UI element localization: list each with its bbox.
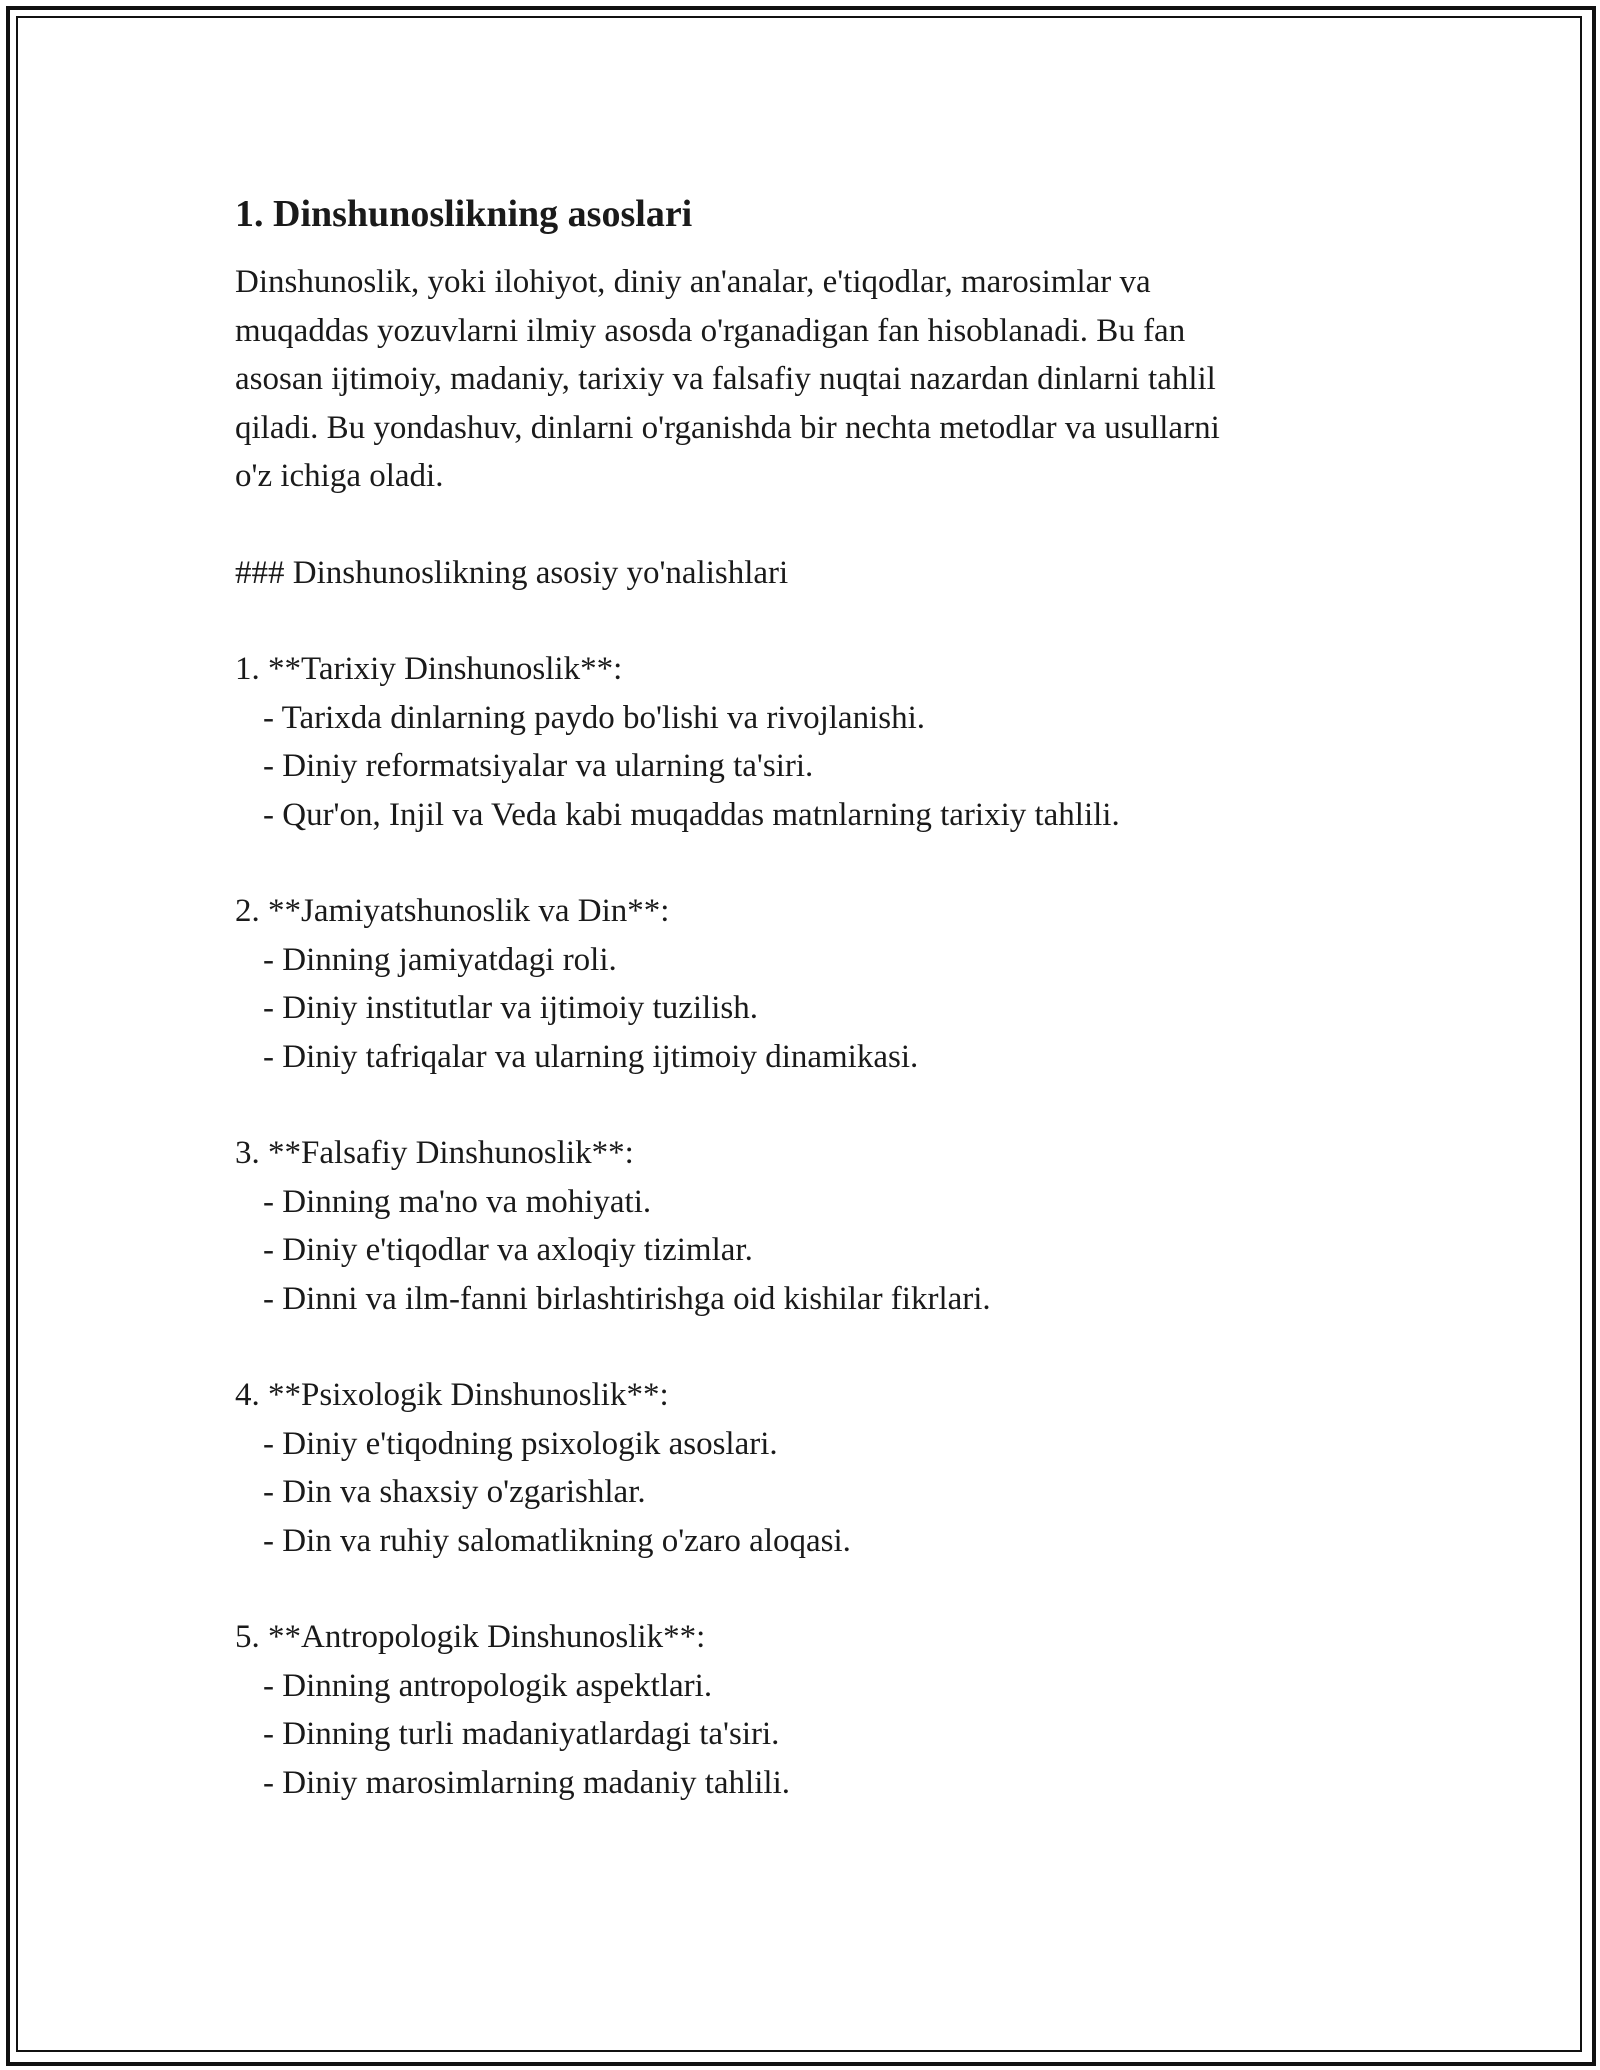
section-title: 3. **Falsafiy Dinshunoslik**: — [235, 1135, 634, 1171]
document-body — [235, 182, 1375, 1807]
section-psixologik — [235, 1371, 1375, 1565]
intro-line: muqaddas yozuvlarni ilmiy asosda o'rganadigan fan hisoblanadi. Bu fan — [235, 312, 1186, 349]
page-title: 1. Dinshunoslikning asoslari — [235, 193, 693, 235]
intro-line: o'z ichiga oladi. — [235, 458, 444, 494]
list-item: - Diniy e'tiqodlar va axloqiy tizimlar. — [263, 1232, 753, 1268]
list-item: - Dinning antropologik aspektlari. — [263, 1667, 713, 1704]
list-item: - Dinning turli madaniyatlardagi ta'siri. — [263, 1716, 780, 1752]
intro-line: asosan ijtimoiy, madaniy, tarixiy va falsafiy nuqtai nazardan dinlarni tahlil — [235, 361, 1216, 397]
section-heading: ### Dinshunoslikning asosiy yo'nalishlari — [235, 554, 789, 591]
list-item: - Diniy institutlar va ijtimoiy tuzilish. — [263, 990, 758, 1026]
list-item: - Diniy tafriqalar va ularning ijtimoiy dinamikasi. — [263, 1038, 919, 1075]
list-item: - Dinni va ilm-fanni birlashtirishga oid kishilar fikrlari. — [263, 1280, 991, 1317]
section-title: 5. **Antropologik Dinshunoslik**: — [235, 1619, 706, 1655]
list-item: - Diniy marosimlarning madaniy tahlili. — [263, 1764, 790, 1801]
list-item: - Din va shaxsiy o'zgarishlar. — [263, 1474, 646, 1510]
section-tarixiy — [235, 645, 1375, 839]
section-title: 4. **Psixologik Dinshunoslik**: — [235, 1377, 669, 1413]
section-falsafiy — [235, 1129, 1375, 1323]
list-item: - Diniy e'tiqodning psixologik asoslari. — [263, 1425, 778, 1462]
intro-line: qiladi. Bu yondashuv, dinlarni o'rganishda bir nechta metodlar va usullarni — [235, 409, 1220, 446]
list-item: - Tarixda dinlarning paydo bo'lishi va rivojlanishi. — [263, 699, 925, 736]
section-title: 1. **Tarixiy Dinshunoslik**: — [235, 651, 623, 687]
section-jamiyatshunoslik — [235, 887, 1375, 1081]
list-item: - Dinning ma'no va mohiyati. — [263, 1183, 652, 1220]
intro-paragraph — [235, 258, 1375, 501]
section-antropologik — [235, 1613, 1375, 1807]
intro-line: Dinshunoslik, yoki ilohiyot, diniy an'analar, e'tiqodlar, marosimlar va — [235, 264, 1151, 300]
list-item: - Dinning jamiyatdagi roli. — [263, 941, 617, 978]
list-item: - Qur'on, Injil va Veda kabi muqaddas matnlarning tarixiy tahlili. — [263, 796, 1120, 833]
list-item: - Din va ruhiy salomatlikning o'zaro aloqasi. — [263, 1522, 851, 1559]
section-title: 2. **Jamiyatshunoslik va Din**: — [235, 893, 670, 929]
list-item: - Diniy reformatsiyalar va ularning ta'siri. — [263, 748, 814, 784]
